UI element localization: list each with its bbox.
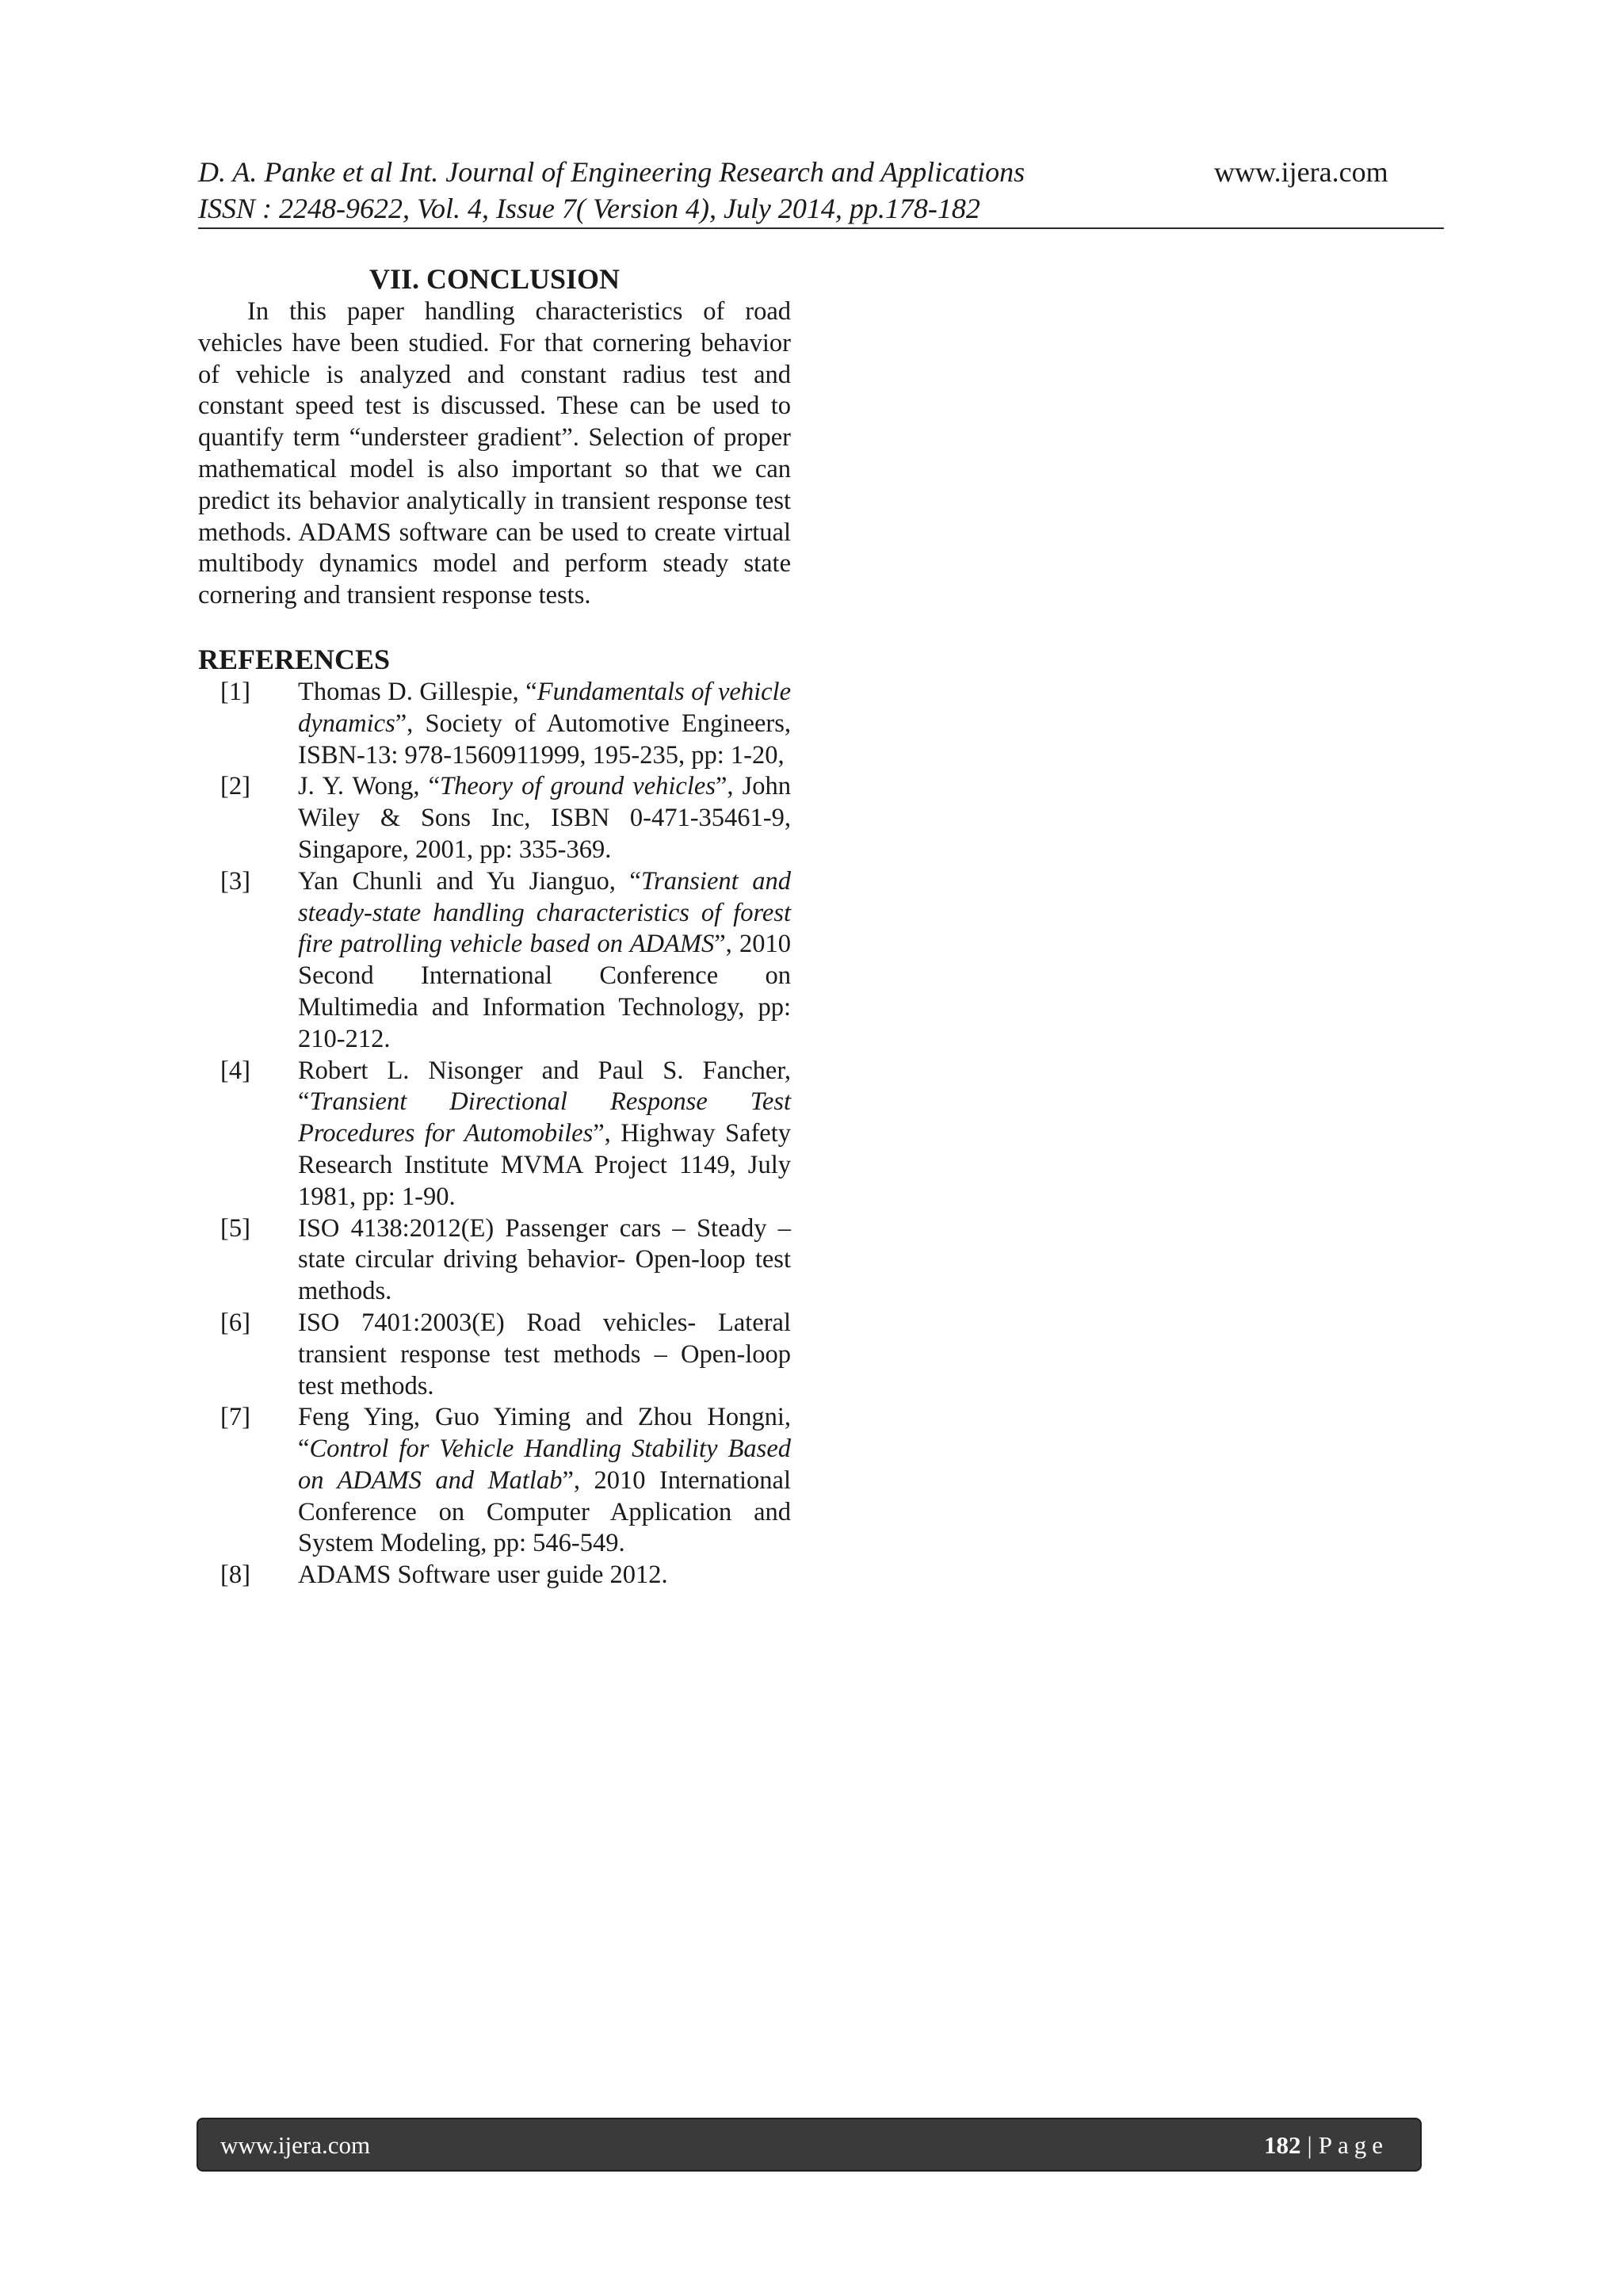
header-divider: [198, 227, 1444, 229]
reference-title: Transient and steady-state handling characteristics of forest fire patrolling vehicle based on ADAMS: [298, 866, 791, 959]
reference-number: [2]: [220, 772, 250, 801]
reference-item: [8] ADAMS Software user guide 2012.: [198, 1560, 791, 1591]
reference-number: [8]: [220, 1561, 250, 1590]
reference-item: [1] Thomas D. Gillespie, “Fundamentals of vehicle dynamics”, Society of Automotive Engineers, ISBN-13: 978-1560911999, 195-235, pp: 1-20,: [220, 677, 792, 770]
reference-number: [7]: [220, 1403, 250, 1432]
reference-number: [1]: [220, 677, 250, 706]
references-heading: REFERENCES: [198, 643, 391, 675]
reference-number: [5]: [220, 1213, 250, 1243]
issn-line: ISSN : 2248-9622, Vol. 4, Issue 7( Version 4), July 2014, pp.178-182: [198, 193, 980, 224]
page-label: Page: [1318, 2131, 1388, 2159]
journal-citation: D. A. Panke et al Int. Journal of Engineering Research and Applications: [198, 156, 1025, 188]
reference-item: [5] ISO 4138:2012(E) Passenger cars – Steady – state circular driving behavior- Open-loop test methods.: [220, 1213, 791, 1306]
header-website[interactable]: www.ijera.com: [1214, 156, 1388, 188]
reference-item: [2] J. Y. Wong, “Theory of ground vehicles”, John Wiley & Sons Inc, ISBN 0-471-35461-9, Singapore, 2001, pp: 335-369.: [220, 772, 791, 864]
page-separator: |: [1307, 2131, 1312, 2159]
reference-number: [4]: [220, 1056, 250, 1085]
footer-page-indicator: [1264, 2130, 1388, 2160]
conclusion-paragraph: In this paper handling characteristics of road vehicles have been studied. For that cornering behavior of vehicle is analyzed and constant radius test and constant speed test is discussed. These can be used to quantify term “understeer gradient”. Selection of proper mathematical model is also important so that we can predict its behavior analytically in transient response test methods. ADAMS software can be used to create virtual multibody dynamics model and perform steady state cornering and transient response tests.: [198, 297, 791, 610]
conclusion-heading: VII. CONCLUSION: [369, 263, 621, 295]
reference-title: Control for Vehicle Handling Stability Based on ADAMS and Matlab: [298, 1435, 791, 1495]
reference-item: [4] Robert L. Nisonger and Paul S. Fancher, “Transient Directional Response Test Procedures for Automobiles”, Highway Safety Research Institute MVMA Project 1149, July 1981, pp: 1-90.: [220, 1056, 791, 1211]
reference-title: Transient Directional Response Test Procedures for Automobiles: [298, 1087, 791, 1148]
reference-number: [3]: [220, 866, 250, 896]
footer-website[interactable]: www.ijera.com: [220, 2131, 371, 2159]
reference-title: Theory of ground vehicles: [440, 772, 716, 801]
left-column: [198, 262, 791, 1591]
reference-title: Fundamentals of vehicle dynamics: [298, 677, 792, 738]
reference-item: [3] Yan Chunli and Yu Jianguo, “Transient and steady-state handling characteristics of forest fire patrolling vehicle based on ADAMS”, 2010 Second International Conference on Multimedia and Information Technology, pp: 210-212.: [220, 866, 791, 1053]
reference-item: [6] ISO 7401:2003(E) Road vehicles- Lateral transient response test methods – Open-loop test methods.: [220, 1308, 791, 1400]
reference-list: [198, 677, 791, 1591]
reference-item: [7] Feng Ying, Guo Yiming and Zhou Hongni, “Control for Vehicle Handling Stability Based on ADAMS and Matlab”, 2010 International Conference on Computer Application and System Modeling, pp: 546-549.: [220, 1403, 792, 1558]
reference-number: [6]: [220, 1308, 250, 1337]
page-number: 182: [1264, 2131, 1301, 2159]
page-footer: [197, 2118, 1422, 2172]
